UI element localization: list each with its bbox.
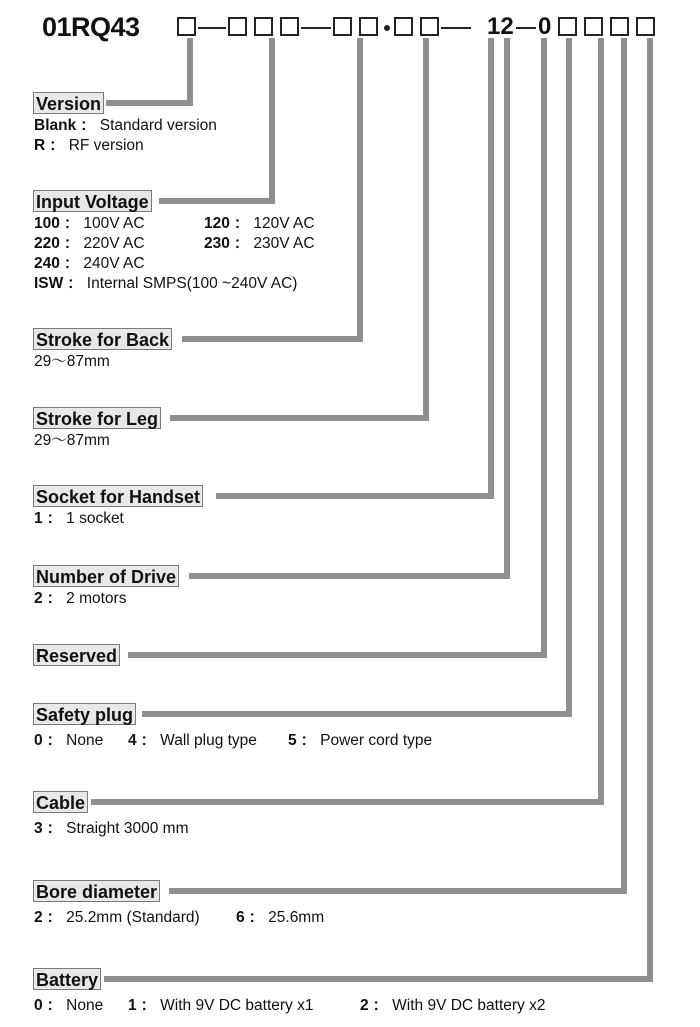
option-text: 29～87mm [34, 353, 110, 370]
option-text: Power cord type [320, 732, 433, 749]
option-text: Internal SMPS(100 ~240V AC) [86, 275, 298, 292]
option-line [34, 352, 110, 372]
option-text: RF version [68, 137, 144, 154]
option-line [34, 234, 315, 254]
section-label: Bore diameter [33, 880, 160, 902]
option-text: 2 motors [66, 590, 127, 607]
code-separator: ： [300, 732, 317, 749]
option-line [34, 589, 126, 609]
model-prefix: 01RQ43 [42, 12, 140, 42]
option-text: 230V AC [253, 235, 315, 252]
option-line [34, 274, 297, 294]
section-label: Stroke for Leg [33, 407, 161, 429]
code-fixed-0: 0 [538, 13, 552, 40]
code-separator: ： [248, 909, 265, 926]
section-label: Stroke for Back [33, 328, 172, 350]
code-separator: ： [80, 117, 96, 134]
code-fixed-12: 12 [487, 13, 514, 40]
option-line [34, 116, 217, 136]
option-code: 240 [34, 255, 60, 272]
option-text: 25.6mm [268, 909, 325, 926]
option-code: R [34, 137, 46, 154]
option-text: 240V AC [83, 255, 145, 272]
section-label: Safety plug [33, 703, 136, 725]
option-item [34, 431, 110, 451]
section-label: Reserved [33, 644, 120, 666]
option-line [34, 908, 325, 928]
code-separator: ： [233, 235, 250, 252]
option-item [34, 996, 103, 1016]
option-code: 1 [128, 997, 137, 1014]
option-code: 0 [34, 997, 43, 1014]
option-item [34, 589, 126, 609]
option-code: 230 [204, 235, 230, 252]
code-separator: ： [46, 909, 63, 926]
option-item [360, 996, 545, 1016]
option-item [204, 214, 315, 234]
option-item [34, 116, 217, 136]
code-separator: ： [63, 215, 80, 232]
option-text: 100V AC [83, 215, 145, 232]
option-code: 5 [288, 732, 297, 749]
option-text: Standard version [99, 117, 217, 134]
code-separator: ： [233, 215, 250, 232]
section-label: Cable [33, 791, 88, 813]
leader-line [106, 38, 190, 103]
option-item [34, 214, 145, 234]
option-text: With 9V DC battery x2 [392, 997, 546, 1014]
option-item [236, 908, 324, 928]
code-separator: ： [67, 275, 83, 292]
code-separator: ： [46, 732, 63, 749]
option-text: 120V AC [253, 215, 315, 232]
leader-line [216, 38, 491, 496]
option-line [34, 509, 124, 529]
code-separator: ： [46, 820, 63, 837]
code-separator: ： [140, 997, 157, 1014]
leader-line [169, 38, 624, 891]
option-code: 0 [34, 732, 43, 749]
option-line [34, 254, 145, 274]
option-item [34, 908, 200, 928]
option-text: 29～87mm [34, 432, 110, 449]
option-text: Wall plug type [160, 732, 257, 749]
option-code: 4 [128, 732, 137, 749]
option-code: 1 [34, 510, 43, 527]
section-label: Socket for Handset [33, 485, 203, 507]
code-separator: ： [46, 997, 63, 1014]
option-line [34, 819, 188, 839]
section-label: Version [33, 92, 104, 114]
option-item [34, 136, 144, 156]
code-separator: ： [140, 732, 157, 749]
option-code: 2 [34, 590, 43, 607]
option-code: Blank [34, 117, 77, 134]
option-text: None [66, 732, 104, 749]
option-item [128, 731, 257, 751]
option-code: 6 [236, 909, 245, 926]
option-text: 220V AC [83, 235, 145, 252]
option-code: ISW [34, 275, 64, 292]
code-separator: ： [49, 137, 65, 154]
option-item [34, 234, 145, 254]
option-item [34, 274, 297, 294]
code-separator: ： [372, 997, 389, 1014]
option-text: 25.2mm (Standard) [66, 909, 200, 926]
option-line [34, 731, 433, 751]
code-separator: ： [63, 255, 80, 272]
option-text: 1 socket [66, 510, 124, 527]
option-item [34, 731, 103, 751]
option-item [34, 509, 124, 529]
option-text: Straight 3000 mm [66, 820, 189, 837]
option-code: 120 [204, 215, 230, 232]
option-item [128, 996, 313, 1016]
option-code: 3 [34, 820, 43, 837]
code-separator: ： [46, 590, 63, 607]
section-label: Input Voltage [33, 190, 152, 212]
option-item [34, 254, 145, 274]
option-text: None [66, 997, 104, 1014]
option-line [34, 996, 546, 1016]
option-line [34, 431, 110, 451]
option-item [34, 352, 110, 372]
option-item [204, 234, 315, 254]
code-separator: ： [63, 235, 80, 252]
option-item [34, 819, 188, 839]
section-label: Battery [33, 968, 101, 990]
option-code: 2 [34, 909, 43, 926]
option-code: 220 [34, 235, 60, 252]
option-code: 2 [360, 997, 369, 1014]
option-text: With 9V DC battery x1 [160, 997, 314, 1014]
option-item [288, 731, 432, 751]
option-line [34, 136, 144, 156]
option-line [34, 214, 315, 234]
section-label: Number of Drive [33, 565, 179, 587]
code-separator: ： [46, 510, 63, 527]
option-code: 100 [34, 215, 60, 232]
